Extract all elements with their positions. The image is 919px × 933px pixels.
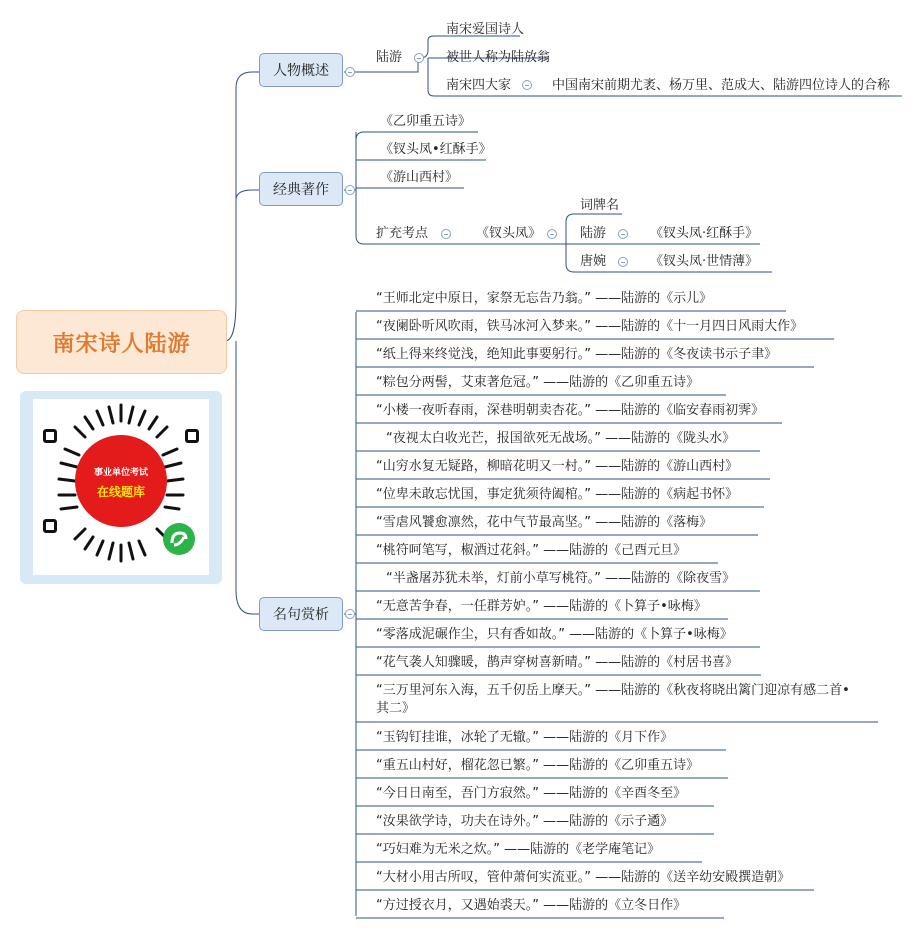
- quote-item[interactable]: “雪虐风饕愈凛然，花中气节最高坚。” ——陆游的《落梅》: [376, 515, 713, 530]
- quote-item[interactable]: “零落成泥碾作尘，只有香如故。” ——陆游的《卜算子•咏梅》: [376, 627, 733, 642]
- collapse-chaitoufeng-icon[interactable]: [547, 229, 557, 239]
- collapse-overview-icon[interactable]: [345, 67, 355, 77]
- quote-item[interactable]: “夜视太白收光芒，报国欲死无战场。” ——陆游的《陇头水》: [386, 431, 736, 446]
- root-node[interactable]: [16, 310, 227, 374]
- branch-quotes-label: 名句赏析: [273, 607, 329, 623]
- collapse-extension-icon[interactable]: [441, 229, 451, 239]
- quote-item[interactable]: “巧妇难为无米之炊。” ——陆游的《老学庵笔记》: [376, 842, 661, 857]
- branch-works[interactable]: [259, 172, 343, 206]
- quote-item[interactable]: “桃符呵笔写，椒酒过花斜。” ——陆游的《己酉元旦》: [376, 543, 687, 558]
- quote-item[interactable]: “三万里河东入海，五千仞岳上摩天。” ——陆游的《秋夜将晓出篱门迎凉有感二首•: [376, 683, 850, 698]
- branch-overview[interactable]: [259, 53, 343, 87]
- work-item-extension[interactable]: 扩充考点: [376, 226, 429, 241]
- quote-item[interactable]: “王师北定中原日，家祭无忘告乃翁。” ——陆游的《示儿》: [376, 291, 713, 306]
- quote-item[interactable]: “位卑未敢忘忧国，事定犹须待阖棺。” ——陆游的《病起书怀》: [376, 487, 739, 502]
- quote-item[interactable]: “纸上得来终觉浅，绝知此事要躬行。” ——陆游的《冬夜读书示子聿》: [376, 347, 778, 362]
- quote-item[interactable]: “大材小用古所叹，管仲萧何实流亚。” ——陆游的《送辛幼安殿撰造朝》: [376, 870, 791, 885]
- overview-person[interactable]: 陆游: [376, 50, 403, 65]
- qr-caption-top: 事业单位考试: [93, 468, 148, 478]
- branch-overview-label: 人物概述: [273, 63, 329, 79]
- collapse-sida-icon[interactable]: [522, 80, 532, 90]
- quote-item[interactable]: “山穷水复无疑路，柳暗花明又一村。” ——陆游的《游山西村》: [376, 459, 739, 474]
- sida-detail[interactable]: 中国南宋前期尤袤、杨万里、范成大、陆游四位诗人的合称: [552, 78, 891, 93]
- quote-item[interactable]: “花气袭人知骤暖，鹊声穿树喜新晴。” ——陆游的《村居书喜》: [376, 655, 739, 670]
- ext-luyou[interactable]: 陆游: [580, 226, 607, 241]
- quote-item[interactable]: “方过授衣月，又遇始裘天。” ——陆游的《立冬日作》: [376, 898, 687, 913]
- ext-tangwan-work[interactable]: 《钗头凤·世情薄》: [650, 254, 759, 269]
- collapse-quotes-icon[interactable]: [345, 609, 355, 619]
- collapse-tangwan-icon[interactable]: [618, 257, 628, 267]
- branch-quotes[interactable]: [259, 597, 343, 631]
- overview-item[interactable]: 南宋四大家: [446, 78, 512, 93]
- quote-item[interactable]: “今日日南至，吾门方寂然。” ——陆游的《辛酉冬至》: [376, 786, 687, 801]
- collapse-person-icon[interactable]: [414, 53, 424, 63]
- quote-item[interactable]: “半盏屠苏犹未举，灯前小草写桃符。” ——陆游的《除夜雪》: [386, 571, 736, 586]
- root-title: 南宋诗人陆游: [52, 331, 191, 357]
- quote-item[interactable]: “无意苦争春，一任群芳妒。” ——陆游的《卜算子•咏梅》: [376, 599, 707, 614]
- quote-item[interactable]: “重五山村好，榴花忽已繁。” ——陆游的《乙卯重五诗》: [376, 758, 700, 773]
- qr-code-panel: [20, 391, 222, 584]
- qr-code[interactable]: [33, 399, 209, 575]
- collapse-works-icon[interactable]: [345, 185, 355, 195]
- quote-item[interactable]: “夜阑卧听风吹雨，铁马冰河入梦来。” ——陆游的《十一月四日风雨大作》: [376, 319, 804, 334]
- overview-item[interactable]: 南宋爱国诗人: [446, 22, 525, 37]
- quote-item-wrap: 其二》: [376, 701, 416, 716]
- branch-works-label: 经典著作: [273, 182, 329, 198]
- work-item[interactable]: 《游山西村》: [380, 170, 459, 185]
- collapse-luyou-icon[interactable]: [618, 229, 628, 239]
- work-item[interactable]: 《乙卯重五诗》: [380, 114, 472, 129]
- quote-item[interactable]: “粽包分两髻，艾束著危冠。” ——陆游的《乙卯重五诗》: [376, 375, 700, 390]
- quote-item[interactable]: “汝果欲学诗，功夫在诗外。” ——陆游的《示子遹》: [376, 814, 674, 829]
- ext-node[interactable]: 《钗头凤》: [476, 226, 542, 241]
- quote-item[interactable]: “小楼一夜听春雨，深巷明朝卖杏花。” ——陆游的《临安春雨初霁》: [376, 403, 765, 418]
- qr-caption-main: 在线题库: [96, 485, 145, 499]
- quote-item[interactable]: “玉钩钉挂谁，冰轮了无辙。” ——陆游的《月下作》: [376, 730, 674, 745]
- ext-tangwan[interactable]: 唐婉: [580, 254, 607, 269]
- work-item[interactable]: 《钗头凤•红酥手》: [380, 142, 492, 157]
- overview-item[interactable]: 被世人称为陆放翁: [446, 50, 551, 65]
- ext-luyou-work[interactable]: 《钗头凤·红酥手》: [650, 226, 759, 241]
- ext-cipai[interactable]: 词牌名: [580, 198, 620, 213]
